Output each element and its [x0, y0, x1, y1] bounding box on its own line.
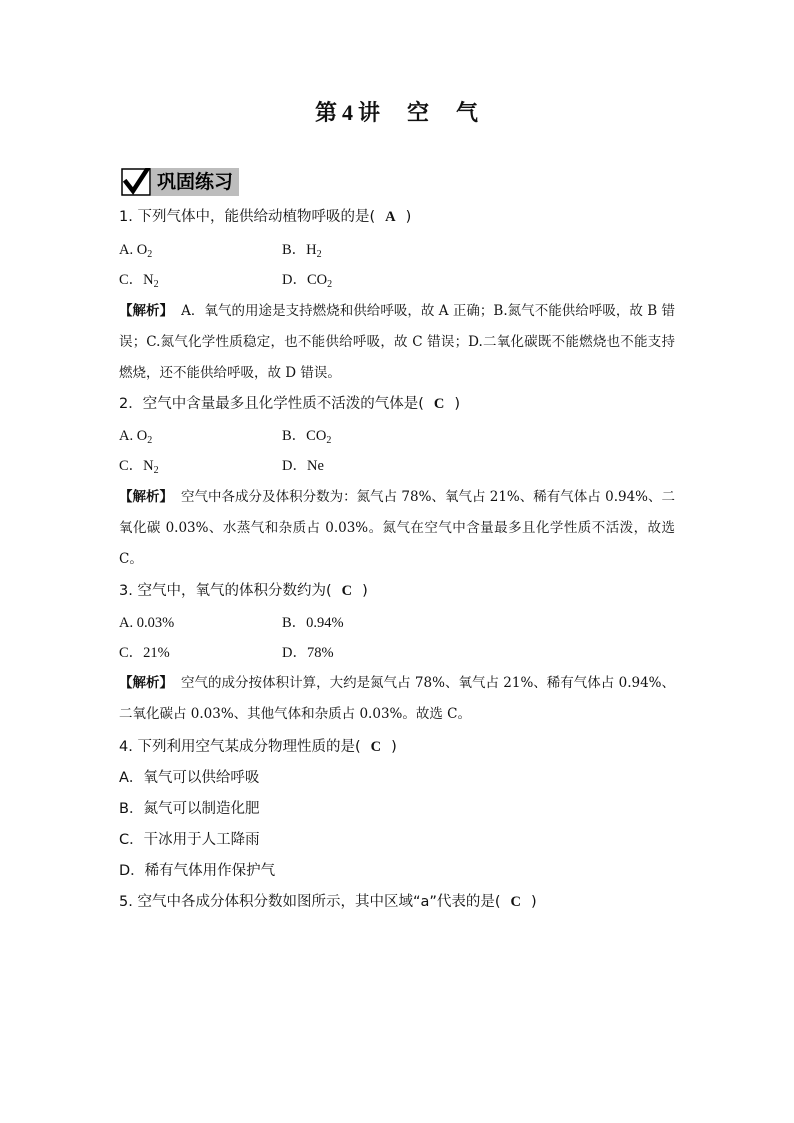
subscript: 2 [316, 249, 322, 260]
option-a: A．氧气可以供给呼吸 [119, 770, 260, 786]
option-b: B．氮气可以制造化肥 [119, 801, 260, 817]
option-text: B．CO [282, 428, 327, 444]
option-b [282, 426, 331, 451]
question-stem: 1. 下列气体中，能供给动植物呼吸的是( [119, 209, 376, 225]
checkmark-icon [121, 168, 151, 196]
option-text: A. 0.03% [119, 615, 175, 631]
option-text: C．N [119, 272, 154, 288]
question-1 [119, 207, 411, 227]
paren-close: ) [531, 894, 537, 910]
analysis-text: 空气的成分按体积计算，大约是氮气占 78%、氧气占 21%、稀有气体占 0.94%、二氧化碳占 0.03%、其他气体和杂质占 0.03%。故选 C。 [119, 675, 675, 722]
option-d: D．稀有气体用作保护气 [119, 863, 276, 879]
option-text: D．78% [282, 645, 334, 661]
analysis-1 [119, 296, 675, 389]
answer: C [433, 396, 445, 412]
subscript: 2 [153, 465, 159, 476]
analysis-2 [119, 482, 675, 575]
paren-close: ) [362, 583, 368, 599]
question-stem: 4. 下列利用空气某成分物理性质的是( [119, 739, 361, 755]
page-title [0, 96, 794, 127]
option-a [119, 240, 152, 265]
option-text: A. O [119, 242, 148, 258]
option-b [282, 240, 322, 265]
question-stem: 2．空气中含量最多且化学性质不活泼的气体是( [119, 396, 424, 412]
option-text: D．CO [282, 272, 328, 288]
question-stem: 3. 空气中，氧气的体积分数约为( [119, 583, 332, 599]
section-header [121, 168, 239, 196]
title-word-1: 空 [407, 100, 431, 126]
analysis-text: A．氧气的用途是支持燃烧和供给呼吸，故 A 正确；B.氮气不能供给呼吸，故 B 错误；C.氮气化学性质稳定，也不能供给呼吸，故 C 错误；D.二氧化碳既不能燃烧也不能支持燃烧，还不能供给呼吸，故 D 错误。 [119, 303, 676, 381]
option-text: A. O [119, 428, 148, 444]
analysis-text: 空气中各成分及体积分数为：氮气占 78%、氧气占 21%、稀有气体占 0.94%、二氧化碳 0.03%、水蒸气和杂质占 0.03%。氮气在空气中含量最多且化学性质不活泼，故选 C。 [119, 489, 675, 567]
question-3 [119, 581, 368, 601]
section-title: 巩固练习 [151, 168, 239, 196]
analysis-label: 【解析】 [119, 675, 174, 691]
option-text: D．Ne [282, 458, 324, 474]
question-4 [119, 737, 397, 757]
answer: A [385, 209, 396, 225]
option-d [282, 270, 332, 295]
analysis-label: 【解析】 [119, 303, 174, 319]
subscript: 2 [153, 279, 159, 290]
option-a [119, 613, 174, 633]
option-text: B．H [282, 242, 317, 258]
subscript: 2 [147, 435, 153, 446]
option-b [282, 613, 344, 633]
title-prefix: 第 [314, 100, 338, 126]
question-stem: 5. 空气中各成分体积分数如图所示，其中区域“a”代表的是( [119, 894, 501, 910]
paren-close: ) [405, 209, 412, 225]
option-text: B．0.94% [282, 615, 344, 631]
answer: C [370, 739, 382, 755]
paren-close: ) [391, 739, 397, 755]
subscript: 2 [147, 249, 153, 260]
title-number: 4 [341, 100, 354, 125]
option-text: C．21% [119, 645, 170, 661]
option-a [119, 426, 152, 451]
answer: C [510, 894, 521, 910]
analysis-3 [119, 668, 675, 730]
option-c [119, 456, 159, 481]
option-c [119, 270, 159, 295]
subscript: 2 [326, 435, 332, 446]
option-c [119, 643, 170, 663]
title-suffix: 讲 [357, 100, 381, 126]
paren-close: ) [454, 396, 461, 412]
title-word-2: 气 [456, 100, 480, 126]
answer: C [341, 583, 353, 599]
subscript: 2 [327, 279, 333, 290]
option-text: C．N [119, 458, 154, 474]
question-2 [119, 394, 460, 414]
analysis-label: 【解析】 [119, 489, 174, 505]
option-d [282, 643, 334, 663]
question-5 [119, 892, 537, 912]
option-d [282, 456, 324, 476]
option-c: C．干冰用于人工降雨 [119, 832, 260, 848]
